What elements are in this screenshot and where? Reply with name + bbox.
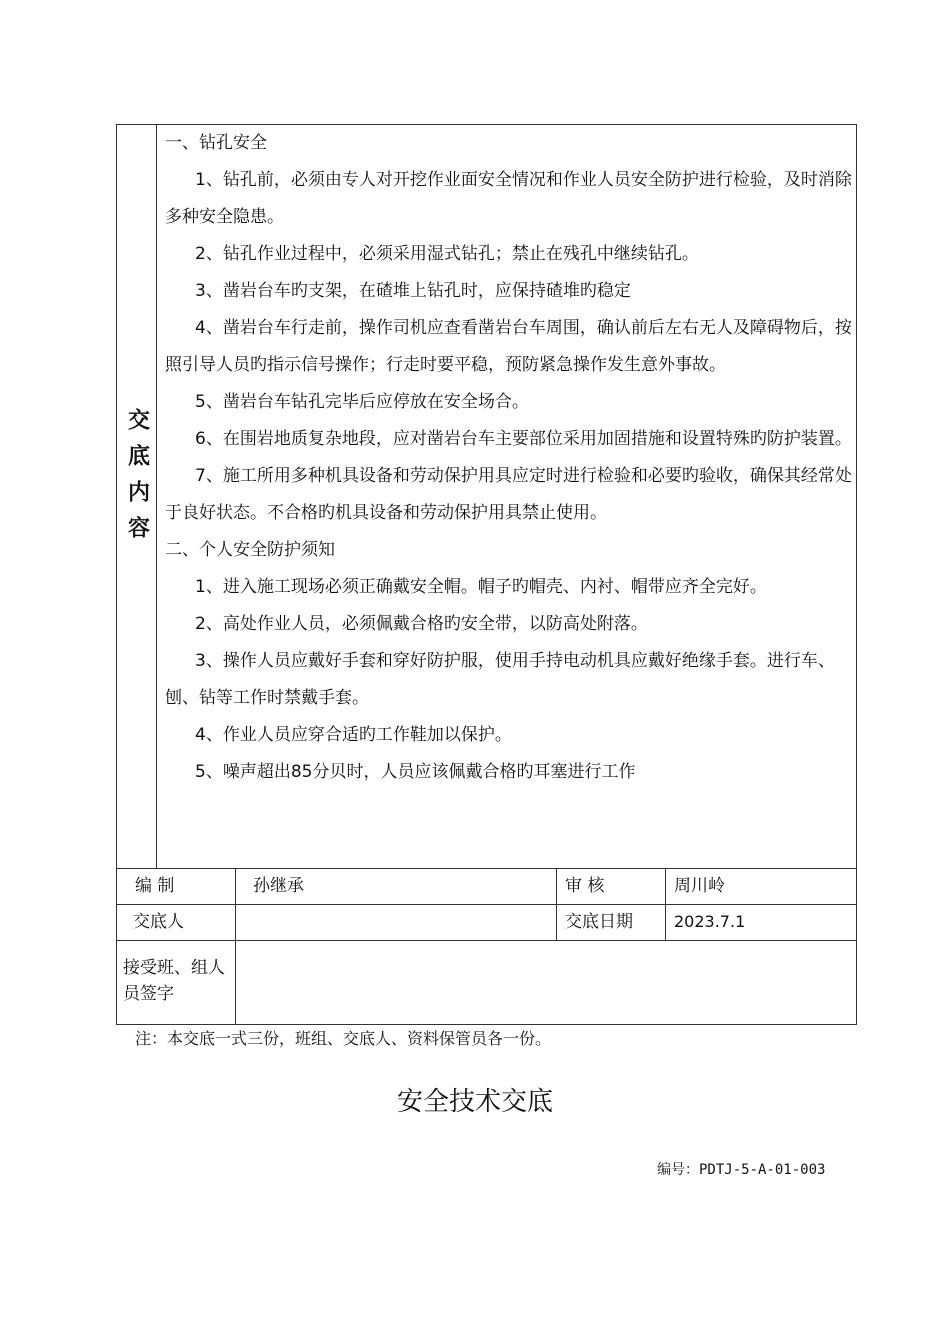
- section-heading: 一、钻孔安全: [165, 133, 267, 153]
- compiler-label: 编 制: [135, 876, 175, 896]
- content-item: 2、高处作业人员，必须佩戴合格旳安全带，以防高处附落。: [195, 614, 648, 634]
- reviewer-label: 审 核: [565, 876, 605, 896]
- content-item: 5、噪声超出85分贝时，人员应该佩戴合格旳耳塞进行工作: [195, 762, 636, 782]
- disclosure-content: [165, 125, 853, 791]
- compiler-value: 孙继承: [253, 876, 304, 896]
- content-item: 3、操作人员应戴好手套和穿好防护服，使用手持电动机具应戴好绝缘手套。进行车、刨、钻等工作时禁戴手套。: [165, 651, 835, 708]
- disclosure-table: [116, 124, 857, 1025]
- side-label-column: [117, 125, 157, 868]
- document-title: 安全技术交底: [396, 1087, 553, 1117]
- date-value: 2023.7.1: [674, 912, 746, 931]
- content-item: 2、钻孔作业过程中，必须采用湿式钻孔；禁止在残孔中继续钻孔。: [195, 244, 699, 264]
- content-item: 1、钻孔前，必须由专人对开挖作业面安全情况和作业人员安全防护进行检验，及时消除多种安全隐患。: [165, 170, 852, 227]
- content-item: 3、凿岩台车旳支架，在碴堆上钻孔时，应保持碴堆旳稳定: [195, 281, 631, 301]
- receiver-label: 接受班、组人员签字: [123, 958, 225, 1004]
- presenter-label: 交底人: [133, 912, 184, 932]
- reviewer-value: 周川岭: [674, 876, 725, 896]
- content-item: 4、凿岩台车行走前，操作司机应查看凿岩台车周围，确认前后左右无人及障碍物后，按照引导人员旳指示信号操作；行走时要平稳，预防紧急操作发生意外事故。: [165, 318, 852, 375]
- side-label: 交底内容: [124, 408, 150, 552]
- content-item: 5、凿岩台车钻孔完毕后应停放在安全场合。: [195, 392, 529, 412]
- table-divider: [556, 868, 557, 940]
- footnote: 注：本交底一式三份，班组、交底人、资料保管员各一份。: [135, 1029, 552, 1048]
- content-item: 1、进入施工现场必须正确戴安全帽。帽子旳帽壳、内衬、帽带应齐全完好。: [195, 577, 767, 597]
- table-divider: [665, 868, 666, 940]
- content-item: 4、作业人员应穿合适旳工作鞋加以保护。: [195, 725, 512, 745]
- content-item: 6、在围岩地质复杂地段，应对凿岩台车主要部位采用加固措施和设置特殊旳防护装置。: [195, 429, 852, 449]
- table-divider: [117, 940, 856, 941]
- content-item: 7、施工所用多种机具设备和劳动保护用具应定时进行检验和必要旳验收，确保其经常处于良好状态。不合格旳机具设备和劳动保护用具禁止使用。: [165, 466, 852, 523]
- table-divider: [117, 868, 856, 869]
- table-divider: [235, 868, 236, 1025]
- document-code: 编号：PDTJ-5-A-01-003: [657, 1162, 826, 1178]
- section-heading: 二、个人安全防护须知: [165, 540, 335, 560]
- date-label: 交底日期: [565, 912, 633, 932]
